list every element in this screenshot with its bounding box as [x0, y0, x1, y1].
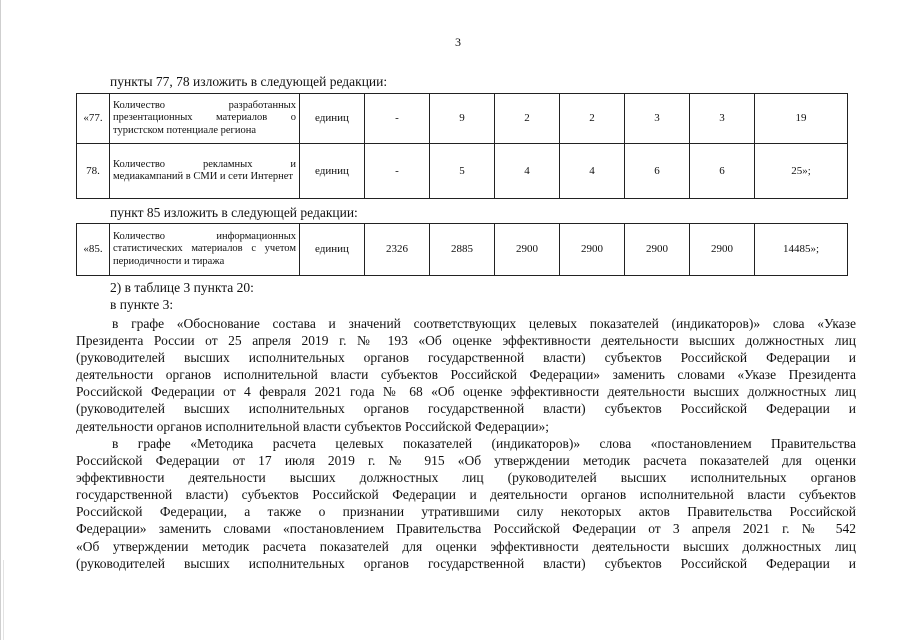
scan-left-edge [0, 0, 1, 640]
row-number: «77. [77, 94, 110, 144]
paragraph-line: Президента России от 25 апреля 2019 г. № 193 «Об оценке эффективности деятельности высших должностных лиц [76, 333, 856, 349]
value-cell: 4 [495, 144, 560, 199]
paragraph-justification [76, 315, 856, 435]
row-number: «85. [77, 224, 110, 276]
paragraph-line: эффективности деятельности высших должностных лиц (руководителей высших исполнительных органов [76, 470, 856, 486]
unit-cell: единиц [300, 144, 365, 199]
unit-cell: единиц [300, 224, 365, 276]
value-cell: 5 [430, 144, 495, 199]
paragraph-line: деятельности органов исполнительной власти субъектов Российской Федерации»; [76, 418, 550, 434]
scan-edge-mark [3, 560, 4, 640]
table-row-78 [77, 144, 848, 199]
unit-cell: единиц [300, 94, 365, 144]
value-cell: 2 [560, 94, 625, 144]
value-cell: 9 [430, 94, 495, 144]
paragraph-line: в графе «Методика расчета целевых показателей (индикаторов)» слова «постановлением Правительства [112, 436, 856, 451]
value-cell: 2900 [560, 224, 625, 276]
row-number: 78. [77, 144, 110, 199]
indicators-table-77-78 [76, 93, 848, 199]
paragraph-line: Российской Федерации, а также о признании утратившими силу некоторых актов Правительства Российской [76, 504, 856, 520]
paragraph-line: государственной власти) субъектов Российской Федерации и деятельности органов исполнительной власти субъектов [76, 487, 856, 503]
paragraph-line: Федерации» заменить словами «постановлением Правительства Российской Федерации от 3 апреля 2021 г. № 542 [76, 521, 856, 537]
table-row-85 [77, 224, 848, 276]
value-cell: 4 [560, 144, 625, 199]
total-cell: 19 [755, 94, 848, 144]
value-cell: 3 [690, 94, 755, 144]
value-cell: - [365, 94, 430, 144]
total-cell: 25»; [755, 144, 848, 199]
paragraph-line: деятельности органов исполнительной власти субъектов Российской Федерации» заменить словами «Указе Президента [76, 367, 856, 383]
value-cell: 2900 [495, 224, 560, 276]
paragraph-line: (руководителей высших исполнительных органов государственной власти) субъектов Российской Федерации и [76, 555, 856, 571]
paragraph-line: в графе «Обоснование состава и значений соответствующих целевых показателей (индикаторов)» слова «Указе [112, 316, 856, 331]
value-cell: 3 [625, 94, 690, 144]
page-number: 3 [455, 35, 461, 49]
item-3-heading: в пункте 3: [110, 297, 174, 312]
value-cell: 2 [495, 94, 560, 144]
table-row-77 [77, 94, 848, 144]
indicator-name: Количество рекламных и медиакампаний в СМИ и сети Интернет [110, 144, 300, 199]
value-cell: - [365, 144, 430, 199]
indicators-table-85 [76, 223, 848, 276]
value-cell: 2900 [690, 224, 755, 276]
paragraph-methodology [76, 435, 856, 572]
indicator-name: Количество информационных статистических материалов с учетом периодичности и тиража [110, 224, 300, 276]
value-cell: 2326 [365, 224, 430, 276]
value-cell: 2885 [430, 224, 495, 276]
paragraph-line: (руководителей высших исполнительных органов государственной власти) субъектов Российской Федерации и [76, 350, 856, 366]
intro-points-77-78: пункты 77, 78 изложить в следующей редакции: [110, 74, 388, 89]
total-cell: 14485»; [755, 224, 848, 276]
paragraph-line: Российской Федерации от 4 февраля 2021 года № 68 «Об оценке эффективности деятельности высших должностных лиц [76, 384, 856, 400]
item-2-heading: 2) в таблице 3 пункта 20: [110, 280, 254, 295]
indicator-name: Количество разработанных презентационных материалов о туристском потенциале региона [110, 94, 300, 144]
value-cell: 2900 [625, 224, 690, 276]
paragraph-line: (руководителей высших исполнительных органов государственной власти) субъектов Российской Федерации и [76, 401, 856, 417]
intro-point-85: пункт 85 изложить в следующей редакции: [110, 205, 358, 220]
paragraph-line: Российской Федерации от 17 июля 2019 г. № 915 «Об утверждении методик расчета показателей для оценки [76, 453, 856, 469]
value-cell: 6 [625, 144, 690, 199]
paragraph-line: «Об утверждении методик расчета показателей для оценки эффективности деятельности высших должностных лиц [76, 538, 856, 554]
value-cell: 6 [690, 144, 755, 199]
